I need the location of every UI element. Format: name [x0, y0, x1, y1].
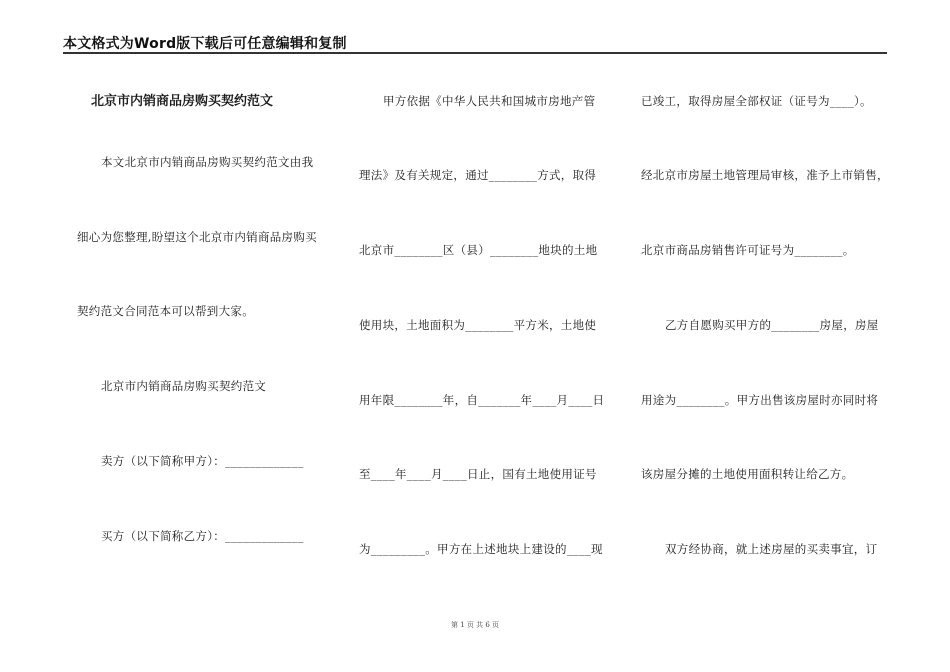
page-banner: 本文格式为Word版下载后可任意编辑和复制: [63, 36, 347, 52]
paragraph-line: 该房屋分摊的土地使用面积转让给乙方。: [641, 467, 854, 481]
paragraph-line: 已竣工，取得房屋全部权证（证号为____）。: [641, 94, 872, 108]
seller-line: 卖方（以下简称甲方）：_____________: [101, 454, 304, 468]
paragraph-line: 为_________。甲方在上述地块上建设的____现: [359, 542, 603, 556]
paragraph-line: 至____年____月____日止，国有土地使用证号: [359, 467, 597, 481]
paragraph-line: 契约范文合同范本可以帮到大家。: [77, 304, 254, 318]
paragraph-line: 北京市内销商品房购买契约范文: [101, 379, 267, 393]
paragraph-line: 北京市________区（县）________地块的土地: [359, 243, 598, 257]
document-title: 北京市内销商品房购买契约范文: [91, 94, 274, 109]
paragraph-line: 乙方自愿购买甲方的________房屋，房屋: [665, 318, 879, 332]
buyer-line: 买方（以下简称乙方）：_____________: [101, 529, 304, 543]
paragraph-line: 本文北京市内销商品房购买契约范文由我: [101, 155, 314, 169]
paragraph-line: 用年限________年，自_______年____月____日: [359, 393, 605, 407]
paragraph-line: 双方经协商，就上述房屋的买卖事宜，订: [665, 542, 878, 556]
paragraph-line: 理法》及有关规定，通过________方式，取得: [359, 168, 597, 182]
page-number: 第 1 页 共 6 页: [450, 621, 500, 629]
paragraph-line: 甲方依据《中华人民共和国城市房地产管: [383, 94, 596, 108]
paragraph-line: 北京市商品房销售许可证号为________。: [641, 243, 855, 257]
paragraph-line: 用途为________。甲方出售该房屋时亦同时将: [641, 393, 879, 407]
banner-divider: [63, 52, 887, 54]
paragraph-line: 使用块，土地面积为________平方米，土地使: [359, 318, 597, 332]
paragraph-line: 经北京市房屋土地管理局审核，准予上市销售，: [641, 168, 889, 182]
paragraph-line: 细心为您整理,盼望这个北京市内销商品房购买: [77, 230, 317, 244]
